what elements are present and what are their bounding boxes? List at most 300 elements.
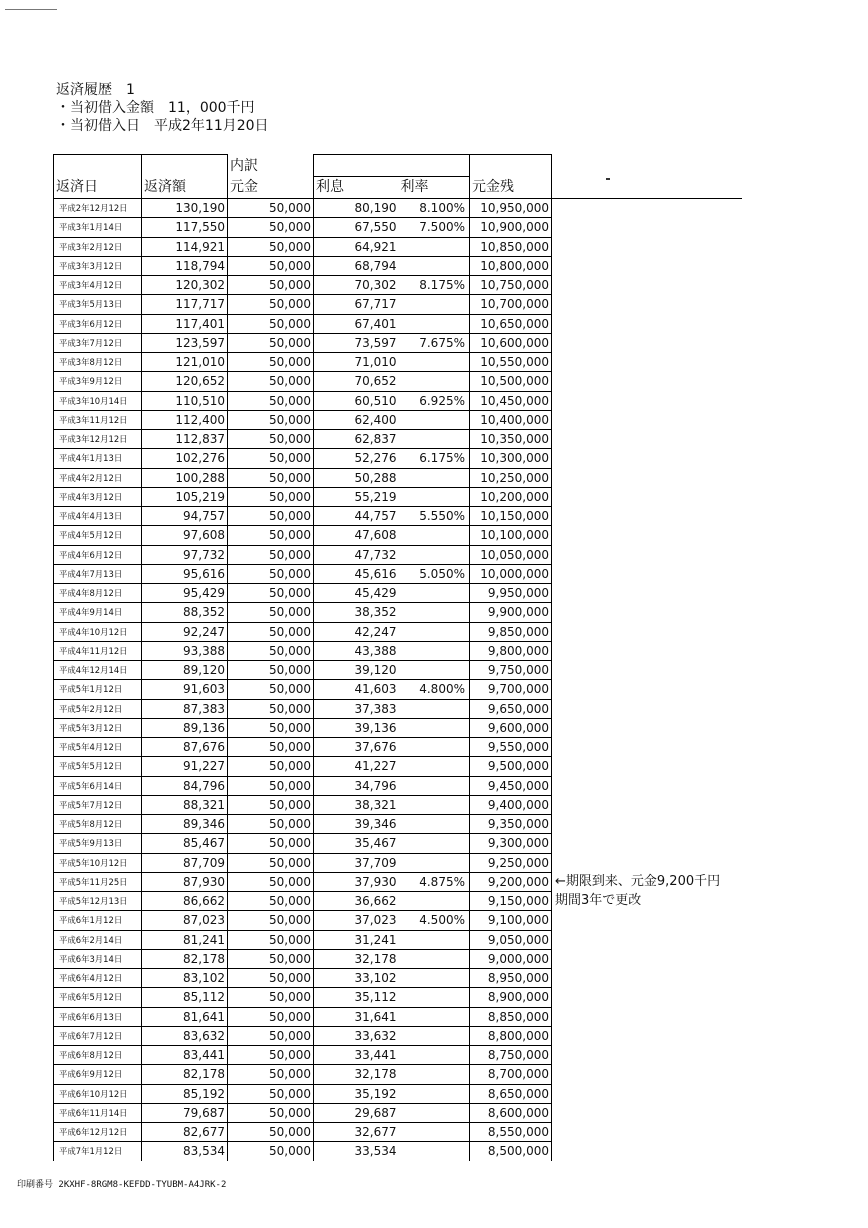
balance-cell: 8,850,000 (470, 1007, 552, 1026)
col-header-interest: 利息 (314, 177, 399, 199)
note-cell (552, 218, 742, 237)
rate-cell (399, 622, 470, 641)
balance-cell: 9,050,000 (470, 930, 552, 949)
interest-cell: 39,346 (314, 815, 399, 834)
table-row (54, 680, 742, 699)
balance-cell: 9,400,000 (470, 795, 552, 814)
table-row (54, 988, 742, 1007)
date-cell: 平成5年2月12日 (54, 699, 142, 718)
note-cell (552, 1142, 742, 1161)
note-cell (552, 199, 742, 218)
interest-cell: 47,732 (314, 545, 399, 564)
table-row (54, 314, 742, 333)
principal-cell: 50,000 (228, 449, 314, 468)
note-cell (552, 911, 742, 930)
note-cell (552, 661, 742, 680)
interest-cell: 73,597 (314, 333, 399, 352)
table-row (54, 218, 742, 237)
balance-cell: 8,700,000 (470, 1065, 552, 1084)
date-cell: 平成3年3月12日 (54, 256, 142, 275)
interest-cell: 34,796 (314, 776, 399, 795)
rate-cell: 5.550% (399, 507, 470, 526)
note-cell (552, 738, 742, 757)
balance-cell: 10,850,000 (470, 237, 552, 256)
table-row (54, 276, 742, 295)
rate-cell (399, 795, 470, 814)
rate-cell (399, 545, 470, 564)
note-cell (552, 680, 742, 699)
table-row (54, 872, 742, 891)
note-cell (552, 333, 742, 352)
balance-cell: 9,100,000 (470, 911, 552, 930)
rate-cell (399, 468, 470, 487)
principal-cell: 50,000 (228, 199, 314, 218)
rate-cell (399, 314, 470, 333)
table-row (54, 507, 742, 526)
interest-cell: 64,921 (314, 237, 399, 256)
balance-cell: 9,450,000 (470, 776, 552, 795)
date-cell: 平成4年1月13日 (54, 449, 142, 468)
rate-cell (399, 834, 470, 853)
amount-cell: 87,676 (142, 738, 228, 757)
note-cell (552, 314, 742, 333)
interest-cell: 35,467 (314, 834, 399, 853)
note-cell (552, 622, 742, 641)
note-cell (552, 776, 742, 795)
rate-cell (399, 949, 470, 968)
balance-cell: 9,650,000 (470, 699, 552, 718)
rate-cell (399, 487, 470, 506)
date-cell: 平成4年9月14日 (54, 603, 142, 622)
principal-cell: 50,000 (228, 757, 314, 776)
date-cell: 平成6年10月12日 (54, 1084, 142, 1103)
note-cell (552, 949, 742, 968)
principal-cell: 50,000 (228, 1007, 314, 1026)
interest-cell: 33,102 (314, 969, 399, 988)
rate-cell (399, 1084, 470, 1103)
date-cell: 平成6年11月14日 (54, 1103, 142, 1122)
principal-cell: 50,000 (228, 1026, 314, 1045)
rate-cell (399, 853, 470, 872)
table-row (54, 545, 742, 564)
amount-cell: 105,219 (142, 487, 228, 506)
initial-loan-date: ・当初借入日 平成2年11月20日 (56, 118, 269, 134)
principal-cell: 50,000 (228, 911, 314, 930)
note-cell (552, 1046, 742, 1065)
amount-cell: 102,276 (142, 449, 228, 468)
amount-cell: 117,717 (142, 295, 228, 314)
principal-cell: 50,000 (228, 738, 314, 757)
date-cell: 平成3年11月12日 (54, 410, 142, 429)
rate-cell (399, 930, 470, 949)
table-row (54, 237, 742, 256)
principal-cell: 50,000 (228, 969, 314, 988)
table-row (54, 199, 742, 218)
note-cell (552, 603, 742, 622)
table-row (54, 661, 742, 680)
principal-cell: 50,000 (228, 410, 314, 429)
principal-cell: 50,000 (228, 487, 314, 506)
principal-cell: 50,000 (228, 815, 314, 834)
interest-cell: 37,709 (314, 853, 399, 872)
date-cell: 平成4年3月12日 (54, 487, 142, 506)
note-cell (552, 969, 742, 988)
date-cell: 平成4年12月14日 (54, 661, 142, 680)
date-cell: 平成4年8月12日 (54, 584, 142, 603)
date-cell: 平成6年2月14日 (54, 930, 142, 949)
interest-cell: 37,023 (314, 911, 399, 930)
amount-cell: 95,616 (142, 564, 228, 583)
table-row (54, 410, 742, 429)
principal-cell: 50,000 (228, 661, 314, 680)
amount-cell: 79,687 (142, 1103, 228, 1122)
col-header-date: 返済日 (54, 177, 142, 199)
note-cell (552, 1026, 742, 1045)
principal-cell: 50,000 (228, 1123, 314, 1142)
col-header-rate: 利率 (399, 177, 470, 199)
date-cell: 平成6年9月12日 (54, 1065, 142, 1084)
balance-cell: 9,000,000 (470, 949, 552, 968)
note-cell (552, 757, 742, 776)
rate-cell (399, 661, 470, 680)
rate-cell: 8.175% (399, 276, 470, 295)
balance-cell: 9,600,000 (470, 718, 552, 737)
amount-cell: 87,709 (142, 853, 228, 872)
table-row (54, 468, 742, 487)
table-row (54, 738, 742, 757)
rate-cell (399, 892, 470, 911)
principal-cell: 50,000 (228, 795, 314, 814)
table-row (54, 776, 742, 795)
interest-cell: 67,401 (314, 314, 399, 333)
amount-cell: 97,732 (142, 545, 228, 564)
principal-cell: 50,000 (228, 834, 314, 853)
amount-cell: 83,441 (142, 1046, 228, 1065)
balance-cell: 10,900,000 (470, 218, 552, 237)
table-row (54, 1084, 742, 1103)
balance-cell: 10,650,000 (470, 314, 552, 333)
balance-cell: 8,950,000 (470, 969, 552, 988)
balance-cell: 10,100,000 (470, 526, 552, 545)
amount-cell: 83,632 (142, 1026, 228, 1045)
balance-cell: 10,500,000 (470, 372, 552, 391)
date-cell: 平成3年12月12日 (54, 430, 142, 449)
amount-cell: 83,534 (142, 1142, 228, 1161)
rate-cell (399, 237, 470, 256)
rate-cell (399, 969, 470, 988)
scan-mark (5, 9, 57, 10)
breakdown-header: 内訳 (228, 155, 314, 177)
table-row (54, 564, 742, 583)
rate-cell (399, 526, 470, 545)
col-header-principal: 元金 (228, 177, 314, 199)
date-cell: 平成5年11月25日 (54, 872, 142, 891)
rate-cell (399, 353, 470, 372)
balance-cell: 10,450,000 (470, 391, 552, 410)
rate-cell (399, 1103, 470, 1122)
principal-cell: 50,000 (228, 584, 314, 603)
rate-cell (399, 372, 470, 391)
date-cell: 平成5年10月12日 (54, 853, 142, 872)
amount-cell: 112,400 (142, 410, 228, 429)
note-cell (552, 237, 742, 256)
date-cell: 平成5年3月12日 (54, 718, 142, 737)
balance-cell: 8,900,000 (470, 988, 552, 1007)
interest-cell: 50,288 (314, 468, 399, 487)
amount-cell: 81,641 (142, 1007, 228, 1026)
table-row (54, 1103, 742, 1122)
table-row (54, 930, 742, 949)
principal-cell: 50,000 (228, 256, 314, 275)
rate-cell: 8.100% (399, 199, 470, 218)
table-row (54, 795, 742, 814)
note-cell (552, 487, 742, 506)
amount-cell: 130,190 (142, 199, 228, 218)
rate-cell (399, 1026, 470, 1045)
amount-cell: 89,346 (142, 815, 228, 834)
amount-cell: 87,023 (142, 911, 228, 930)
table-row (54, 487, 742, 506)
date-cell: 平成5年5月12日 (54, 757, 142, 776)
note-cell (552, 641, 742, 660)
rate-cell (399, 1007, 470, 1026)
interest-cell: 29,687 (314, 1103, 399, 1122)
interest-cell: 70,302 (314, 276, 399, 295)
interest-cell: 39,136 (314, 718, 399, 737)
balance-cell: 9,750,000 (470, 661, 552, 680)
rate-cell (399, 1123, 470, 1142)
principal-cell: 50,000 (228, 564, 314, 583)
rate-cell: 5.050% (399, 564, 470, 583)
note-cell (552, 449, 742, 468)
interest-cell: 71,010 (314, 353, 399, 372)
amount-cell: 88,321 (142, 795, 228, 814)
table-row (54, 1123, 742, 1142)
table-row (54, 892, 742, 911)
balance-cell: 10,200,000 (470, 487, 552, 506)
date-cell: 平成5年7月12日 (54, 795, 142, 814)
rate-cell (399, 718, 470, 737)
interest-cell: 31,641 (314, 1007, 399, 1026)
principal-cell: 50,000 (228, 603, 314, 622)
rate-cell (399, 295, 470, 314)
note-cell: 期間3年で更改 (555, 893, 642, 909)
amount-cell: 120,652 (142, 372, 228, 391)
interest-cell: 70,652 (314, 372, 399, 391)
balance-cell: 10,550,000 (470, 353, 552, 372)
note-cell: ←期限到来、元金9,200千円 (555, 873, 721, 889)
note-cell (552, 584, 742, 603)
table-row (54, 256, 742, 275)
table-row (54, 1026, 742, 1045)
principal-cell: 50,000 (228, 218, 314, 237)
note-cell (552, 815, 742, 834)
table-row (54, 353, 742, 372)
principal-cell: 50,000 (228, 526, 314, 545)
table-row (54, 949, 742, 968)
balance-cell: 10,150,000 (470, 507, 552, 526)
date-cell: 平成5年1月12日 (54, 680, 142, 699)
table-row (54, 1142, 742, 1161)
amount-cell: 117,401 (142, 314, 228, 333)
principal-cell: 50,000 (228, 1142, 314, 1161)
principal-cell: 50,000 (228, 1103, 314, 1122)
balance-cell: 9,800,000 (470, 641, 552, 660)
interest-cell: 45,429 (314, 584, 399, 603)
interest-cell: 36,662 (314, 892, 399, 911)
amount-cell: 97,608 (142, 526, 228, 545)
note-cell (552, 795, 742, 814)
principal-cell: 50,000 (228, 391, 314, 410)
amount-cell: 95,429 (142, 584, 228, 603)
date-cell: 平成4年5月12日 (54, 526, 142, 545)
note-cell (552, 853, 742, 872)
table-row (54, 391, 742, 410)
interest-cell: 52,276 (314, 449, 399, 468)
note-cell (552, 564, 742, 583)
amount-cell: 123,597 (142, 333, 228, 352)
interest-cell: 33,632 (314, 1026, 399, 1045)
amount-cell: 89,120 (142, 661, 228, 680)
interest-cell: 37,676 (314, 738, 399, 757)
balance-cell: 9,150,000 (470, 892, 552, 911)
amount-cell: 114,921 (142, 237, 228, 256)
principal-cell: 50,000 (228, 776, 314, 795)
date-cell: 平成3年6月12日 (54, 314, 142, 333)
balance-cell: 9,200,000 (470, 872, 552, 891)
rate-cell (399, 430, 470, 449)
interest-cell: 80,190 (314, 199, 399, 218)
amount-cell: 81,241 (142, 930, 228, 949)
principal-cell: 50,000 (228, 699, 314, 718)
rate-cell (399, 410, 470, 429)
balance-cell: 8,750,000 (470, 1046, 552, 1065)
balance-cell: 9,950,000 (470, 584, 552, 603)
principal-cell: 50,000 (228, 1084, 314, 1103)
amount-cell: 93,388 (142, 641, 228, 660)
principal-cell: 50,000 (228, 949, 314, 968)
principal-cell: 50,000 (228, 430, 314, 449)
interest-cell: 67,550 (314, 218, 399, 237)
balance-cell: 10,300,000 (470, 449, 552, 468)
amount-cell: 82,178 (142, 1065, 228, 1084)
interest-cell: 35,112 (314, 988, 399, 1007)
balance-cell: 9,350,000 (470, 815, 552, 834)
interest-cell: 33,441 (314, 1046, 399, 1065)
table-row (54, 295, 742, 314)
table-row (54, 622, 742, 641)
date-cell: 平成5年12月13日 (54, 892, 142, 911)
balance-cell: 9,300,000 (470, 834, 552, 853)
table-row (54, 372, 742, 391)
date-cell: 平成3年9月12日 (54, 372, 142, 391)
interest-cell: 47,608 (314, 526, 399, 545)
amount-cell: 110,510 (142, 391, 228, 410)
date-cell: 平成5年6月14日 (54, 776, 142, 795)
balance-cell: 10,400,000 (470, 410, 552, 429)
date-cell: 平成6年4月12日 (54, 969, 142, 988)
note-cell (552, 295, 742, 314)
date-cell: 平成2年12月12日 (54, 199, 142, 218)
rate-cell: 4.875% (399, 872, 470, 891)
date-cell: 平成4年11月12日 (54, 641, 142, 660)
interest-cell: 37,383 (314, 699, 399, 718)
principal-cell: 50,000 (228, 718, 314, 737)
col-header-balance: 元金残 (470, 177, 552, 199)
principal-cell: 50,000 (228, 314, 314, 333)
balance-cell: 8,550,000 (470, 1123, 552, 1142)
date-cell: 平成6年1月12日 (54, 911, 142, 930)
amount-cell: 100,288 (142, 468, 228, 487)
note-cell (552, 430, 742, 449)
date-cell: 平成4年10月12日 (54, 622, 142, 641)
principal-cell: 50,000 (228, 237, 314, 256)
date-cell: 平成4年7月13日 (54, 564, 142, 583)
note-cell (552, 1103, 742, 1122)
rate-cell (399, 1046, 470, 1065)
note-cell (552, 507, 742, 526)
interest-cell: 32,178 (314, 1065, 399, 1084)
table-row (54, 333, 742, 352)
note-cell (552, 1065, 742, 1084)
note-cell (552, 930, 742, 949)
note-cell (552, 410, 742, 429)
balance-cell: 9,500,000 (470, 757, 552, 776)
principal-cell: 50,000 (228, 641, 314, 660)
rate-cell (399, 1065, 470, 1084)
date-cell: 平成6年12月12日 (54, 1123, 142, 1142)
note-cell (552, 468, 742, 487)
table-row (54, 603, 742, 622)
date-cell: 平成5年8月12日 (54, 815, 142, 834)
principal-cell: 50,000 (228, 372, 314, 391)
note-cell (552, 353, 742, 372)
balance-cell: 9,250,000 (470, 853, 552, 872)
interest-cell: 31,241 (314, 930, 399, 949)
print-number: 印刷番号 2KXHF-8RGM8-KEFDD-TYUBM-A4JRK-2 (17, 1180, 227, 1190)
initial-loan-amount: ・当初借入金額 11，000千円 (56, 100, 255, 116)
balance-cell: 8,600,000 (470, 1103, 552, 1122)
note-cell (552, 391, 742, 410)
date-cell: 平成5年9月13日 (54, 834, 142, 853)
interest-cell: 38,352 (314, 603, 399, 622)
note-cell (552, 1084, 742, 1103)
note-cell (552, 1123, 742, 1142)
date-cell: 平成3年7月12日 (54, 333, 142, 352)
note-cell (552, 526, 742, 545)
table-row (54, 699, 742, 718)
amount-cell: 91,603 (142, 680, 228, 699)
amount-cell: 85,467 (142, 834, 228, 853)
amount-cell: 112,837 (142, 430, 228, 449)
interest-cell: 33,534 (314, 1142, 399, 1161)
rate-cell: 7.675% (399, 333, 470, 352)
balance-cell: 8,500,000 (470, 1142, 552, 1161)
note-cell (552, 1007, 742, 1026)
rate-cell (399, 815, 470, 834)
interest-cell: 39,120 (314, 661, 399, 680)
note-cell (552, 256, 742, 275)
principal-cell: 50,000 (228, 622, 314, 641)
note-cell (552, 988, 742, 1007)
table-row (54, 1046, 742, 1065)
note-cell (552, 372, 742, 391)
date-cell: 平成3年5月13日 (54, 295, 142, 314)
rate-cell (399, 776, 470, 795)
balance-cell: 10,050,000 (470, 545, 552, 564)
table-row (54, 969, 742, 988)
table-row (54, 757, 742, 776)
